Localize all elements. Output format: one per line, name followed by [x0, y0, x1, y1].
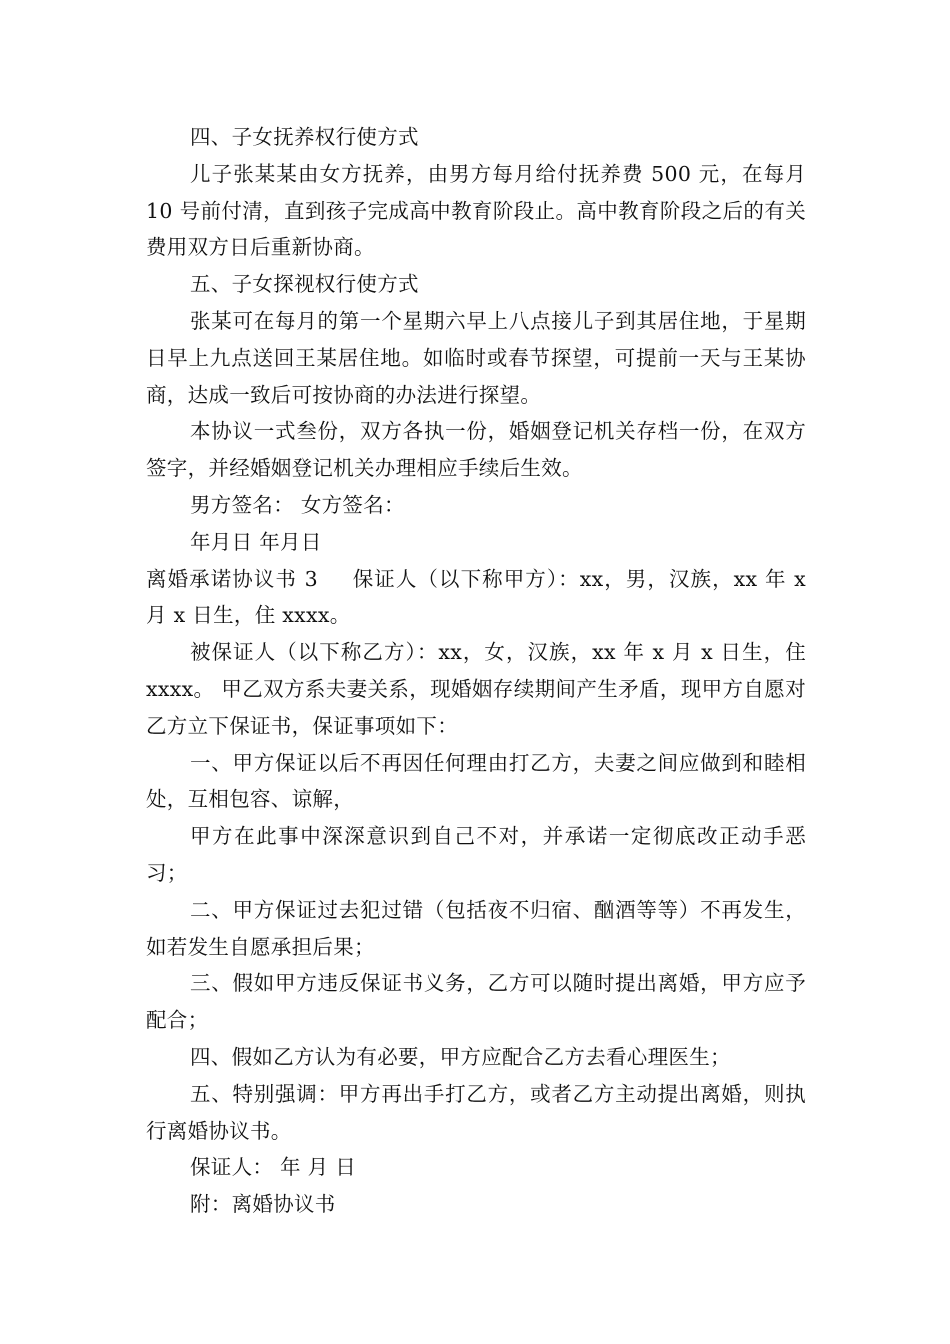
document-body — [146, 119, 806, 1223]
date-line: 年月日 年月日 — [190, 529, 322, 554]
section3-title: 离婚承诺协议书 3 — [146, 566, 318, 591]
item-two: 二、甲方保证过去犯过错（包括夜不归宿、酗酒等等）不再发生，如若发生自愿承担后果； — [146, 897, 806, 959]
guarantor-signature: 保证人： 年 月 日 — [190, 1155, 357, 1180]
guaranteed-party-info: 被保证人（以下称乙方）：xx，女，汉族，xx 年 x 月 x 日生，住 xxxx。 甲乙双方系夫妻关系，现婚姻存续期间产生矛盾，现甲方自愿对乙方立下保证书，保证事项如下： — [146, 640, 806, 738]
attachment-line: 附：离婚协议书 — [190, 1192, 336, 1217]
guarantor-info: 保证人（以下称甲方）：xx，男，汉族，xx 年 x 月 x 日生，住 xxxx。 — [146, 566, 806, 628]
item-three: 三、假如甲方违反保证书义务，乙方可以随时提出离婚，甲方应予配合； — [146, 971, 806, 1033]
paragraph-copies: 本协议一式叁份，双方各执一份，婚姻登记机关存档一份，在双方签字，并经婚姻登记机关办理相应手续后生效。 — [146, 419, 806, 481]
section3-paragraph — [146, 561, 806, 635]
item-one: 一、甲方保证以后不再因任何理由打乙方，夫妻之间应做到和睦相处，互相包容、谅解， — [146, 750, 806, 812]
item-one-cont: 甲方在此事中深深意识到自己不对，并承诺一定彻底改正动手恶习； — [146, 824, 806, 885]
signature-line: 男方签名： 女方签名： — [190, 492, 405, 517]
heading-visitation: 五、子女探视权行使方式 — [190, 272, 419, 297]
item-five: 五、特别强调：甲方再出手打乙方，或者乙方主动提出离婚，则执行离婚协议书。 — [146, 1081, 806, 1143]
heading-custody: 四、子女抚养权行使方式 — [190, 125, 419, 149]
paragraph-custody: 儿子张某某由女方抚养，由男方每月给付抚养费 500 元，在每月 10 号前付清，直到孩子完成高中教育阶段止。高中教育阶段之后的有关费用双方日后重新协商。 — [146, 161, 806, 260]
paragraph-visitation: 张某可在每月的第一个星期六早上八点接儿子到其居住地，于星期日早上九点送回王某居住地。如临时或春节探望，可提前一天与王某协商，达成一致后可按协商的办法进行探望。 — [146, 308, 806, 407]
item-four: 四、假如乙方认为有必要，甲方应配合乙方去看心理医生； — [190, 1044, 731, 1069]
